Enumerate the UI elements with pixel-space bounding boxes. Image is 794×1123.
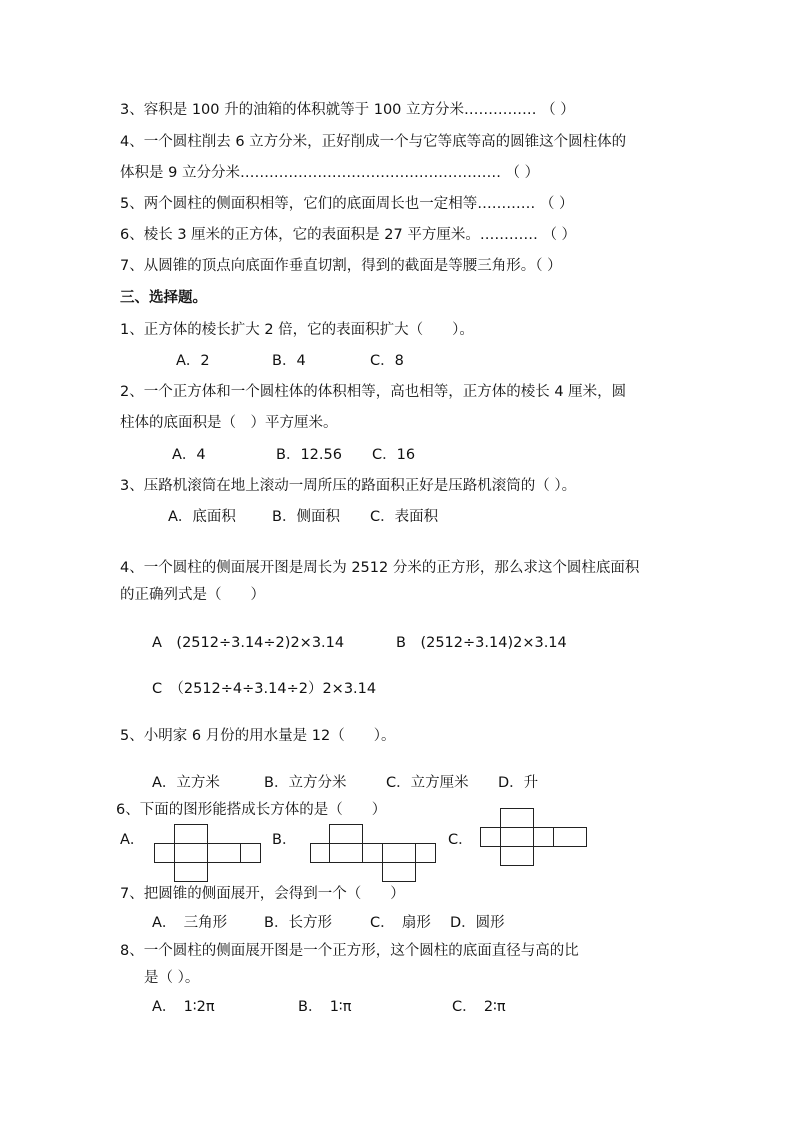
tf-question-6: 6、棱长 3 厘米的正方体，它的表面积是 27 平方厘米。………… （ ） bbox=[120, 227, 577, 243]
tf-question-3: 3、容积是 100 升的油箱的体积就等于 100 立方分米…………… （ ） bbox=[120, 102, 575, 118]
mc-question-2-option-c: C．16 bbox=[372, 447, 416, 463]
tf-question-5: 5、两个圆柱的侧面积相等，它们的底面周长也一定相等………… （ ） bbox=[120, 196, 574, 212]
mc-question-7-option-b: B．长方形 bbox=[264, 915, 332, 931]
section-title-multiple-choice: 三、选择题。 bbox=[120, 290, 207, 306]
mc-question-6-option-a: A． bbox=[120, 832, 145, 848]
cube-net-c-figure bbox=[480, 808, 588, 866]
mc-question-4-stem-line-1: 4、一个圆柱的侧面展开图是周长为 2512 分米的正方形，那么求这个圆柱底面积 bbox=[120, 560, 640, 576]
mc-question-4-stem-line-2: 的正确列式是（ ） bbox=[120, 587, 265, 603]
mc-question-2-option-a: A．4 bbox=[172, 447, 206, 463]
mc-question-2-option-b: B．12.56 bbox=[276, 447, 342, 463]
tf-question-4-line-2: 体积是 9 立分分米……………………………………………… （ ） bbox=[120, 165, 540, 181]
mc-question-3-option-c: C．表面积 bbox=[370, 509, 439, 525]
mc-question-2-stem-line-2: 柱体的底面积是（ ）平方厘米。 bbox=[120, 415, 338, 431]
mc-question-5-stem: 5、小明家 6 月份的用水量是 12（ ）。 bbox=[120, 728, 396, 744]
mc-question-1-stem: 1、正方体的棱长扩大 2 倍，它的表面积扩大（ ）。 bbox=[120, 322, 474, 338]
mc-question-1-option-b: B．4 bbox=[272, 353, 306, 369]
mc-question-7-option-d: D．圆形 bbox=[450, 915, 505, 931]
mc-question-5-option-b: B．立方分米 bbox=[264, 775, 347, 791]
mc-question-3-option-b: B．侧面积 bbox=[272, 509, 340, 525]
mc-question-4-option-c: C （2512÷4÷3.14÷2）2×3.14 bbox=[152, 681, 377, 697]
mc-question-8-stem-line-1: 8、一个圆柱的侧面展开图是一个正方形，这个圆柱的底面直径与高的比 bbox=[120, 943, 579, 959]
mc-question-8-option-c: C． 2∶π bbox=[452, 999, 506, 1015]
tf-question-7: 7、从圆锥的顶点向底面作垂直切割，得到的截面是等腰三角形。（ ） bbox=[120, 258, 562, 274]
mc-question-3-option-a: A．底面积 bbox=[168, 509, 236, 525]
mc-question-8-stem-line-2: 是（ ）。 bbox=[144, 970, 200, 986]
mc-question-8-option-a: A． 1∶2π bbox=[152, 999, 215, 1015]
mc-question-5-option-a: A．立方米 bbox=[152, 775, 220, 791]
mc-question-1-option-c: C．8 bbox=[370, 353, 404, 369]
mc-question-4-option-a: A (2512÷3.14÷2)2×3.14 bbox=[152, 635, 345, 651]
tf-question-4-line-1: 4、一个圆柱削去 6 立方分米，正好削成一个与它等底等高的圆锥这个圆柱体的 bbox=[120, 134, 627, 150]
mc-question-5-option-c: C．立方厘米 bbox=[386, 775, 469, 791]
mc-question-7-option-a: A． 三角形 bbox=[152, 915, 228, 931]
mc-question-2-stem-line-1: 2、一个正方体和一个圆柱体的体积相等，高也相等，正方体的棱长 4 厘米，圆 bbox=[120, 384, 627, 400]
cube-net-a-figure bbox=[154, 824, 262, 882]
mc-question-4-option-b: B (2512÷3.14)2×3.14 bbox=[396, 635, 567, 651]
mc-question-3-stem: 3、压路机滚筒在地上滚动一周所压的路面积正好是压路机滚筒的（ ）。 bbox=[120, 478, 577, 494]
mc-question-7-option-c: C． 扇形 bbox=[370, 915, 431, 931]
mc-question-5-option-d: D．升 bbox=[498, 775, 539, 791]
mc-question-6-stem: 6、下面的图形能搭成长方体的是（ ） bbox=[116, 802, 387, 818]
mc-question-1-option-a: A．2 bbox=[176, 353, 210, 369]
mc-question-7-stem: 7、把圆锥的侧面展开，会得到一个（ ） bbox=[120, 886, 405, 902]
mc-question-6-option-c: C． bbox=[448, 832, 473, 848]
cube-net-b-figure bbox=[310, 824, 438, 882]
mc-question-6-option-b: B． bbox=[272, 832, 297, 848]
mc-question-8-option-b: B． 1∶π bbox=[298, 999, 352, 1015]
